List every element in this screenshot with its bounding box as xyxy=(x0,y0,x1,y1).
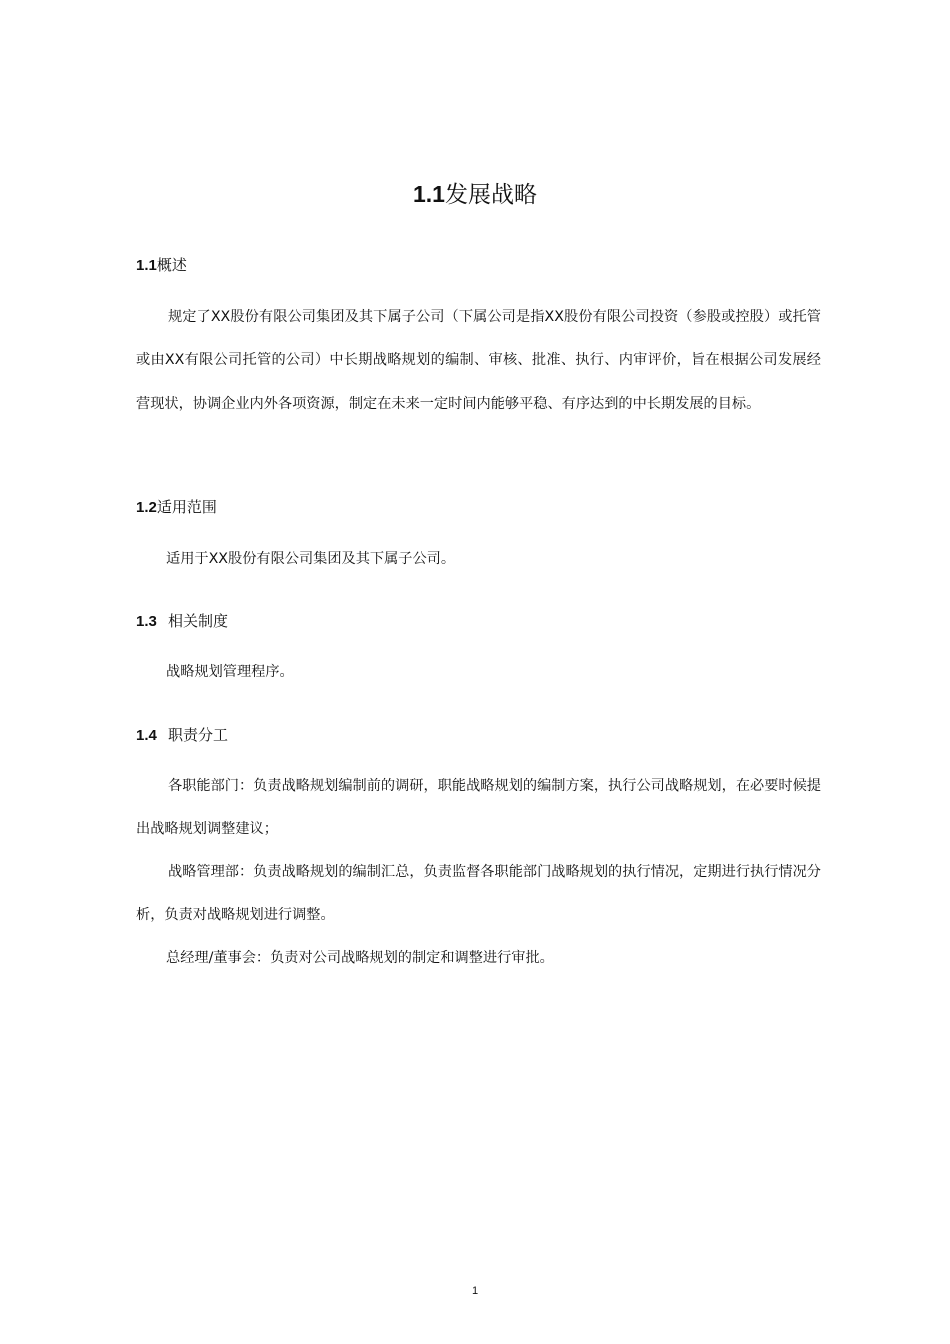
page-number: 1 xyxy=(471,1285,479,1297)
paragraph-strategy-department: 战略管理部：负责战略规划的编制汇总，负责监督各职能部门战略规划的执行情况，定期进行执行情况分析，负责对战略规划进行调整。 xyxy=(136,864,821,924)
document-title xyxy=(0,176,950,213)
paragraph-overview: 规定了XX股份有限公司集团及其下属子公司（下属公司是指XX股份有限公司投资（参股或控股）或托管或由XX有限公司托管的公司）中长期战略规划的编制、审核、批准、执行、内审评价，旨在根据公司发展经营现状，协调企业内外各项资源，制定在未来一定时间内能够平稳、有序达到的中长期发展的目标。 xyxy=(136,309,821,412)
section-number: 1.4 xyxy=(136,727,157,744)
paragraph-related-rules: 战略规划管理程序。 xyxy=(166,664,294,680)
section-title: 职责分工 xyxy=(168,726,229,744)
section-heading-scope xyxy=(136,496,217,519)
section-number: 1.1 xyxy=(136,257,157,274)
paragraph-functional-departments: 各职能部门：负责战略规划编制前的调研，职能战略规划的编制方案，执行公司战略规划，在必要时候提出战略规划调整建议； xyxy=(136,778,821,838)
section-title: 相关制度 xyxy=(168,612,229,630)
section-heading-responsibilities xyxy=(136,724,228,747)
section-title: 概述 xyxy=(156,256,187,274)
document-title-number: 1.1 xyxy=(413,181,445,207)
section-number: 1.3 xyxy=(136,613,157,630)
section-heading-related-rules xyxy=(136,610,228,633)
section-heading-overview xyxy=(136,254,187,277)
section-title: 适用范围 xyxy=(156,498,217,516)
paragraph-board: 总经理/董事会：负责对公司战略规划的制定和调整进行审批。 xyxy=(166,950,554,966)
section-number: 1.2 xyxy=(136,499,157,516)
document-title-text: 发展战略 xyxy=(444,182,537,208)
paragraph-scope: 适用于XX股份有限公司集团及其下属子公司。 xyxy=(166,551,456,567)
